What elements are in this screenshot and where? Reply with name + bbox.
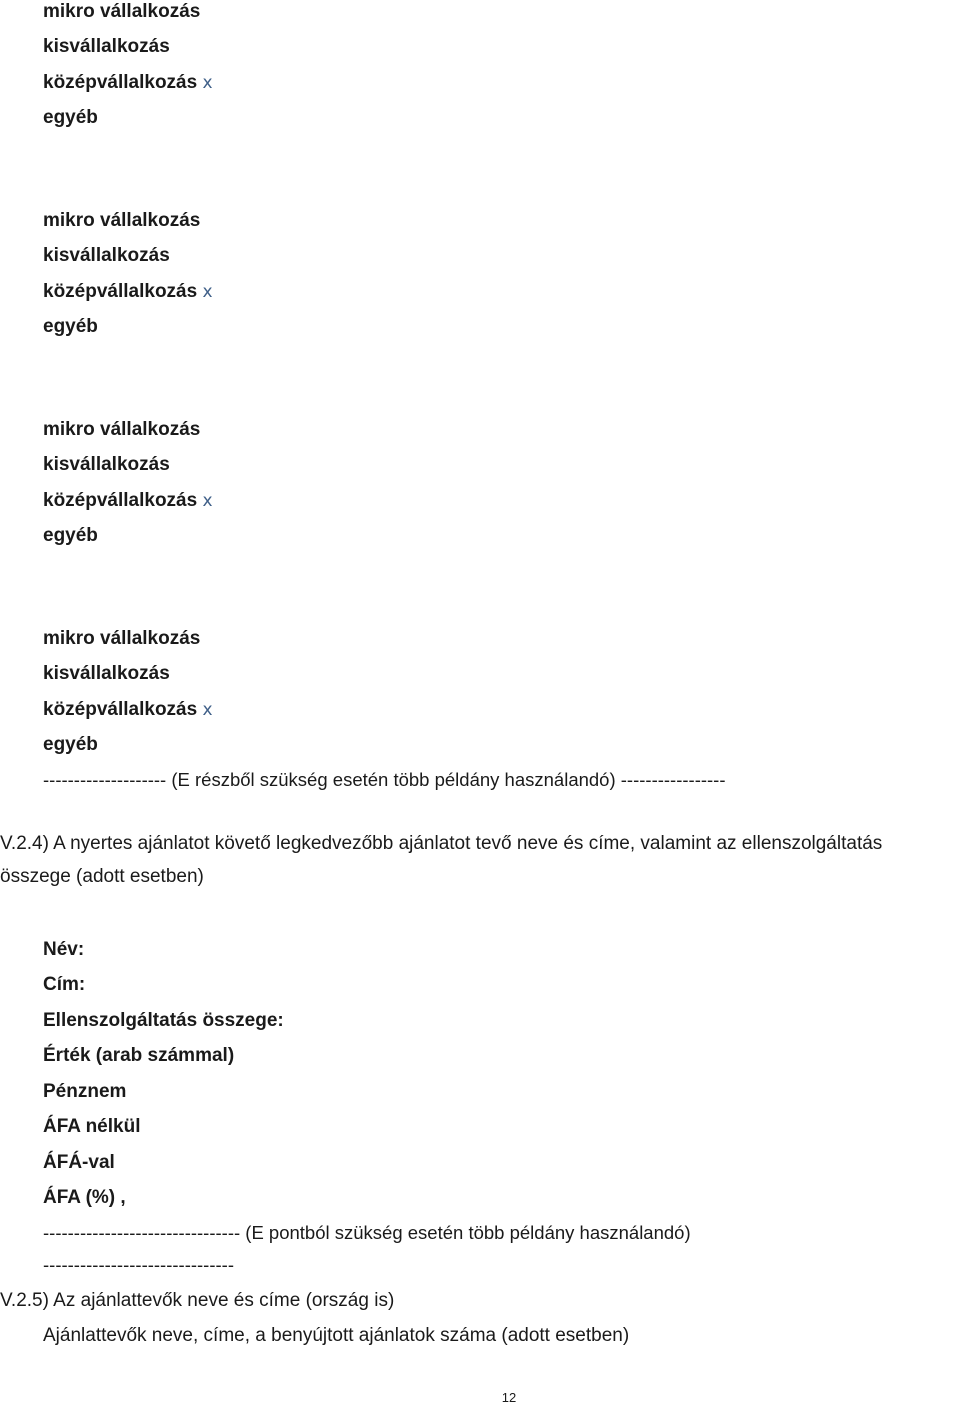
field-currency-label: Pénznem xyxy=(43,1081,127,1102)
section-v24-heading-line1: V.2.4) A nyertes ajánlatot követő legkedvezőbb ajánlatot tevő neve és címe, valamint az ellenszolgáltatás xyxy=(0,833,883,854)
field-with-vat-label: ÁFÁ-val xyxy=(43,1152,115,1173)
group4-medium-mark: x xyxy=(202,700,213,720)
group4-medium xyxy=(43,698,213,722)
group2-other: egyéb xyxy=(43,316,98,337)
group4-medium-label: középvállalkozás xyxy=(43,699,198,720)
section-v25-heading: V.2.5) Az ajánlattevők neve és címe (ország is) xyxy=(0,1290,395,1311)
group3-small: kisvállalkozás xyxy=(43,454,170,475)
group1-micro: mikro vállalkozás xyxy=(43,1,201,22)
group2-medium-mark: x xyxy=(202,282,213,302)
group3-medium-mark: x xyxy=(202,491,213,511)
group3-micro: mikro vállalkozás xyxy=(43,419,201,440)
group1-medium-mark: x xyxy=(202,73,213,93)
point-repeat-note-line1: -------------------------------- (E pontból szükség esetén több példány használandó) xyxy=(43,1222,691,1243)
group2-small: kisvállalkozás xyxy=(43,245,170,266)
group3-medium xyxy=(43,489,213,513)
group2-medium-label: középvállalkozás xyxy=(43,281,198,302)
section-v24-heading-line2: összege (adott esetben) xyxy=(0,866,204,887)
field-amount-label: Ellenszolgáltatás összege: xyxy=(43,1010,284,1031)
group4-micro: mikro vállalkozás xyxy=(43,628,201,649)
group1-small: kisvállalkozás xyxy=(43,36,170,57)
point-repeat-note-line2: ------------------------------- xyxy=(43,1254,234,1275)
group4-other: egyéb xyxy=(43,734,98,755)
group3-other: egyéb xyxy=(43,525,98,546)
field-name-label: Név: xyxy=(43,939,85,960)
field-vat-pct-label: ÁFA (%) , xyxy=(43,1187,126,1208)
field-value-label: Érték (arab számmal) xyxy=(43,1045,235,1066)
field-without-vat-label: ÁFA nélkül xyxy=(43,1116,141,1137)
group1-medium-label: középvállalkozás xyxy=(43,72,198,93)
field-address-label: Cím: xyxy=(43,974,86,995)
group1-other: egyéb xyxy=(43,107,98,128)
part-repeat-note: -------------------- (E részből szükség esetén több példány használandó) ----------------- xyxy=(43,769,726,790)
page-number: 12 xyxy=(501,1390,517,1405)
group4-small: kisvállalkozás xyxy=(43,663,170,684)
section-v25-text: Ajánlattevők neve, címe, a benyújtott ajánlatok száma (adott esetben) xyxy=(43,1325,630,1346)
group3-medium-label: középvállalkozás xyxy=(43,490,198,511)
group2-micro: mikro vállalkozás xyxy=(43,210,201,231)
group2-medium xyxy=(43,280,213,304)
group1-medium xyxy=(43,71,213,95)
